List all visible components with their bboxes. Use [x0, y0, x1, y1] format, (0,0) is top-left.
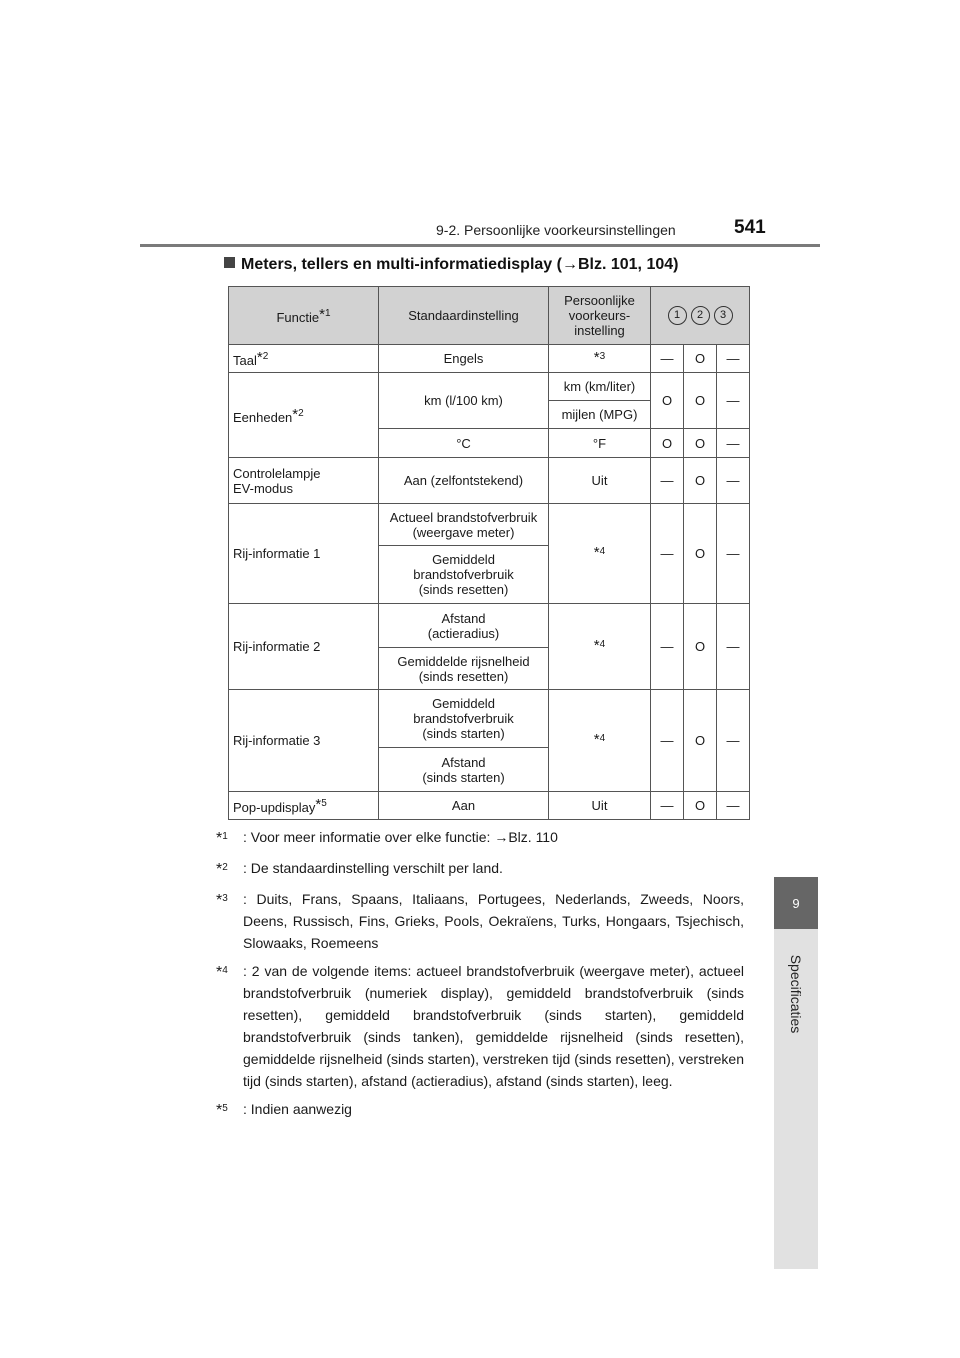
circle-2-icon: 2 [691, 306, 710, 325]
footnote [216, 857, 744, 882]
footnote-star: * [315, 796, 322, 813]
footnote-text: : Voor meer informatie over elke functie: →Blz. 110 [243, 829, 558, 845]
square-bullet-icon [224, 257, 235, 268]
section-heading [224, 256, 678, 274]
table-cell: brandstofverbruik [413, 711, 514, 726]
footnote-number: 1 [324, 308, 331, 319]
footnote-star: * [292, 405, 299, 423]
footnote-star: * [216, 861, 223, 878]
cell-default [379, 690, 549, 748]
footnote-marker [216, 857, 243, 882]
cell-function [229, 458, 379, 504]
table-cell: Eenheden [233, 409, 293, 425]
table-row-ev [229, 458, 750, 504]
table-cell: Gemiddeld [432, 552, 495, 567]
table-cell: — [651, 604, 684, 690]
footnote-text: : Duits, Frans, Spaans, Italiaans, Portugees, Nederlands, Zweeds, Noors, Deens, Russisch, Fins, Grieks, Pools, Oekraïens, Turks, Hongaars, Tsjechisch, Slowaaks, Roemeens [243, 891, 744, 951]
table-cell: O [651, 429, 684, 458]
footnote-marker [216, 960, 243, 1092]
settings-table [228, 286, 750, 820]
table-cell: O [684, 504, 717, 604]
cell-default [379, 604, 549, 648]
page-number: 541 [734, 217, 766, 238]
cell-personal: Uit [549, 792, 651, 820]
table-row-rij1-1 [229, 504, 750, 546]
header-personal [549, 287, 651, 345]
chapter-side-label: Specificaties [788, 954, 804, 1034]
header-section-title: 9-2. Persoonlijke voorkeursinstellingen [436, 222, 676, 238]
cell-personal: km (km/liter) [549, 373, 651, 401]
section-heading-text: Meters, tellers en multi-informatiedisplay (→Blz. 101, 104) [241, 256, 679, 273]
footnote-star: * [216, 964, 223, 981]
footnote-marker [216, 826, 243, 851]
table-cell: (weergave meter) [412, 524, 515, 540]
circle-1-icon: 1 [668, 306, 687, 325]
footnote-number: 4 [599, 546, 606, 557]
footnotes [216, 826, 744, 1129]
table-cell: O [684, 604, 717, 690]
table-cell: — [717, 458, 750, 504]
footnote-star: * [593, 349, 600, 366]
table-cell: (sinds starten) [422, 726, 505, 741]
cell-function: Rij-informatie 1 [229, 504, 379, 604]
footnote-number: 2 [262, 351, 269, 362]
table-row-rij3-1 [229, 690, 750, 748]
table-cell: Actueel brandstofverbruik [389, 509, 538, 525]
table-cell: O [684, 373, 717, 429]
table-row-pop [229, 792, 750, 820]
footnote-number: 2 [222, 862, 228, 873]
table-cell: Gemiddeld [432, 696, 495, 711]
footnote-number: 2 [298, 407, 304, 419]
table-cell: O [684, 345, 717, 373]
table-cell: — [651, 458, 684, 504]
table-cell: EV-modus [233, 480, 293, 496]
header-default: Standaardinstelling [379, 287, 549, 345]
table-cell: — [717, 373, 750, 429]
chapter-number-tab: 9 [774, 877, 818, 929]
table-cell: — [717, 792, 750, 820]
cell-function [229, 373, 379, 458]
table-cell: Persoonlijke [564, 293, 635, 308]
table-cell: — [651, 690, 684, 792]
table-cell: Gemiddelde rijsnelheid [397, 653, 530, 669]
table-cell: (actieradius) [427, 625, 500, 641]
cell-default: Aan [379, 792, 549, 820]
footnote-star: * [216, 830, 223, 847]
cell-function: Rij-informatie 3 [229, 690, 379, 792]
table-cell: Taal [233, 353, 257, 368]
footnote-number: 1 [222, 831, 228, 842]
table-cell: Pop-updisplay [233, 800, 316, 815]
header-divider [140, 244, 820, 247]
cell-function [229, 345, 379, 373]
table-cell: (sinds starten) [422, 769, 505, 785]
cell-default [379, 504, 549, 546]
cell-default: Engels [379, 345, 549, 373]
table-cell: O [684, 458, 717, 504]
footnote-text: : 2 van de volgende items: actueel brandstofverbruik (weergave meter), actueel brandstofverbruik (numeriek display), gemiddeld brandstofverbruik (sinds resetten), gemiddeld brandstofverbruik (sinds starten), gemiddeld brandstofverbruik (sinds tanken), gemiddelde rijsnelheid (sinds resetten), gemiddelde rijsnelheid (sinds starten), verstreken tijd (sinds resetten), verstreken tijd (sinds starten), afstand (actieradius), afstand (sinds starten), leeg. [243, 963, 744, 1089]
footnote-marker [216, 1098, 243, 1123]
cell-personal [549, 504, 651, 604]
table-cell: — [717, 429, 750, 458]
cell-personal [549, 604, 651, 690]
table-row-rij2-1 [229, 604, 750, 648]
footnote [216, 826, 744, 851]
table-cell: (sinds resetten) [418, 668, 509, 684]
table-cell: O [684, 429, 717, 458]
footnote-star: * [256, 349, 263, 366]
footnote-number: 3 [599, 351, 606, 362]
circle-3-icon: 3 [714, 306, 733, 325]
cell-function: Rij-informatie 2 [229, 604, 379, 690]
footnote-star: * [593, 731, 600, 748]
footnote-star: * [216, 1102, 223, 1119]
table-cell: — [651, 504, 684, 604]
cell-personal: mijlen (MPG) [549, 401, 651, 429]
table-cell: — [717, 345, 750, 373]
table-cell: brandstofverbruik [413, 567, 514, 582]
footnote-text: : Indien aanwezig [243, 1101, 352, 1117]
footnote-number: 3 [222, 893, 228, 904]
cell-default [379, 748, 549, 792]
footnote-number: 4 [222, 965, 228, 976]
footnote-star: * [216, 892, 223, 909]
table-cell: — [717, 504, 750, 604]
table-cell: instelling [574, 323, 625, 338]
footnote-number: 5 [222, 1103, 228, 1114]
footnote [216, 1098, 744, 1123]
header-function [229, 287, 379, 345]
footnote-star: * [319, 306, 325, 323]
table-cell: — [717, 604, 750, 690]
cell-default: km (l/100 km) [379, 373, 549, 429]
cell-default [379, 546, 549, 604]
table-cell: Afstand [441, 610, 486, 626]
table-cell: O [651, 373, 684, 429]
header-columns-123 [651, 287, 750, 345]
table-cell: voorkeurs- [568, 308, 631, 323]
table-cell: Controlelampje [233, 465, 321, 481]
cell-default [379, 648, 549, 690]
table-row-taal [229, 345, 750, 373]
cell-personal: °F [549, 429, 651, 458]
table-row-eenheden-1 [229, 373, 750, 401]
table-cell: O [684, 690, 717, 792]
table-cell: O [684, 792, 717, 820]
table-cell: — [651, 345, 684, 373]
footnote-text: : De standaardinstelling verschilt per land. [243, 860, 503, 876]
footnote [216, 960, 744, 1092]
footnote-number: 4 [599, 733, 606, 744]
footnote [216, 888, 744, 954]
cell-default: Aan (zelfontstekend) [379, 458, 549, 504]
footnote-star: * [593, 544, 600, 561]
table-cell: Functie [276, 310, 320, 325]
cell-default: °C [379, 429, 549, 458]
table-cell: Afstand [441, 754, 486, 770]
cell-personal [549, 690, 651, 792]
cell-function [229, 792, 379, 820]
footnote-number: 4 [599, 639, 606, 650]
cell-personal [549, 345, 651, 373]
table-cell: — [717, 690, 750, 792]
table-cell: — [651, 792, 684, 820]
footnote-star: * [593, 637, 600, 654]
footnote-marker [216, 888, 243, 954]
table-cell: (sinds resetten) [418, 582, 509, 597]
footnote-number: 5 [321, 798, 327, 809]
table-header-row [229, 287, 750, 345]
cell-personal: Uit [549, 458, 651, 504]
